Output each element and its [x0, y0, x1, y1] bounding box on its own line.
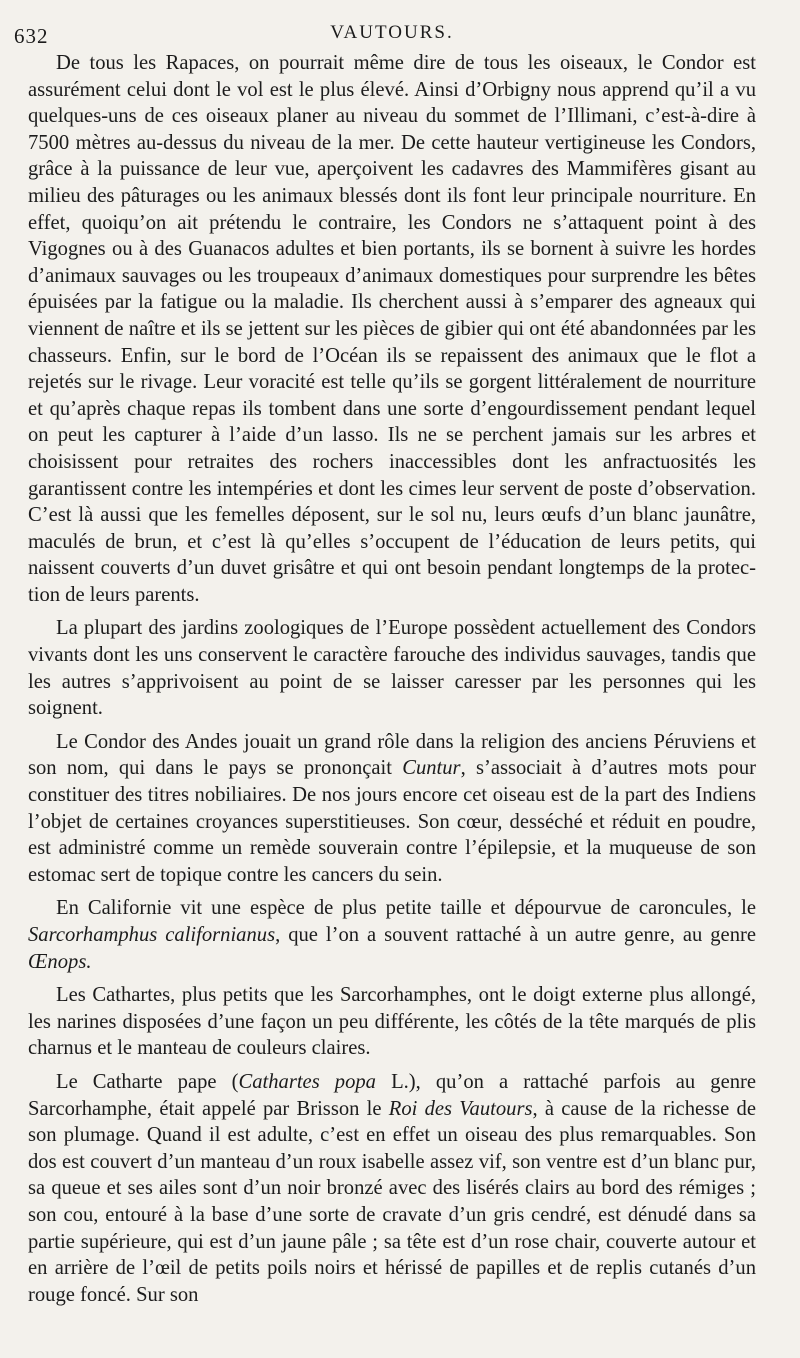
- text-run: Les Cathartes, plus petits que les Sarcorhamphes, ont le doigt externe plus allongé, les narines disposées d’une façon un peu différente, les côtés de la tête marqués de plis charnus et le manteau de couleurs claires.: [28, 984, 756, 1060]
- italic-term: Roi des Vautours: [388, 1097, 533, 1120]
- paragraph: [28, 729, 756, 889]
- paragraph: [28, 895, 756, 975]
- text-run: Le Catharte pape (: [56, 1070, 239, 1093]
- text-run: La plupart des jardins zoologiques de l’Europe possèdent actuellement des Condors vivants dont les uns conservent le caractère farouche des individus sauvages, tandis que les autres s’apprivoisent au point de se laisser caresser par les personnes qui les soignent.: [28, 617, 756, 720]
- text-run: De tous les Rapaces, on pourrait même dire de tous les oiseaux, le Condor est assurément celui dont le vol est le plus élevé. Ainsi d’Orbigny nous apprend qu’il a vu quelques-uns de ces oiseaux planer au niveau du sommet de l’Illimani, c’est-à-dire à 7500 mètres au-dessus du niveau de la mer. De cette hauteur vertigineuse les Condors, grâce à la puissance de leur vue, aperçoivent les cadavres des Mammifères gisant au milieu des pâturages ou les animaux blessés dont ils font leur principale nourriture. En effet, quoiqu’on ait prétendu le contraire, les Condors ne s’attaquent point à des Vigognes ou à des Guanacos adultes et bien portants, ils se bornent à suivre les hordes d’animaux sauvages ou les troupeaux d’animaux domestiques pour surprendre les bêtes épuisées par la fatigue ou la maladie. Ils cherchent aussi à s’emparer des agneaux qui viennent de naître et ils se jettent sur les pièces de gibier qui ont été abandonnées par les chasseurs. Enfin, sur le bord de l’Océan ils se repaissent des animaux que le flot a rejetés sur le rivage. Leur voracité est telle qu’ils se gorgent littéralement de nourriture et qu’après chaque repas ils tombent dans une sorte d’engourdissement pendant lequel on peut les capturer à l’aide d’un lasso. Ils ne se perchent jamais sur les arbres et choisissent pour retraites des rochers inaccessibles dont les anfractuosités les garantissent contre les intempéries et dont les cimes leur servent de poste d’observation. C’est là aussi que les femelles déposent, sur le sol nu, leurs œufs d’un blanc jaunâtre, maculés de brun, et c’est là qu’elles s’occupent de l’éducation de leurs petits, qui naissent couverts d’un duvet grisâtre et qui ont besoin pendant longtemps de la protection de leurs parents.: [28, 52, 756, 606]
- text-run: , que l’on a souvent rattaché à un autre genre, au genre: [275, 924, 756, 946]
- italic-term: Cathartes popa: [238, 1070, 376, 1093]
- text-run: En Californie vit une espèce de plus petite taille et dépourvue de caroncules, le: [56, 897, 756, 920]
- page-header: [14, 10, 756, 50]
- text-run: , à cause de la richesse de son plumage. Quand il est adulte, c’est en effet un oiseau des plus remarquables. Son dos est couvert d’un manteau d’un roux isabelle assez vif, son ventre est d’un blanc pur, sa queue et ses ailes sont d’un noir bronzé avec des lisérés clairs au bord des rémiges ; son cou, entouré à la base d’une sorte de cravate d’un gris cendré, est dénudé dans sa partie supérieure, qui est d’un jaune pâle ; sa tête est d’un rose chair, couverte autour et en arrière de l’œil de petits poils noirs et hérissé de papilles et de replis cutanés d’un rouge foncé. Sur son: [28, 1097, 756, 1306]
- text-run: , s’associait à d’autres mots pour constituer des titres nobiliaires. De nos jours encore cet oiseau est de la part des Indiens l’objet de certaines croyances superstitieuses. Son cœur, desséché et réduit en poudre, est administré comme un remède souverain contre l’épilepsie, et la muqueuse de son estomac sert de topique contre les cancers du sein.: [28, 757, 756, 886]
- italic-term: Sarcorhamphus californianus: [28, 924, 276, 946]
- page-number: 632: [14, 24, 49, 48]
- italic-term: Œnops.: [28, 950, 92, 973]
- italic-term: Cuntur: [402, 757, 461, 780]
- paragraph: [28, 50, 756, 608]
- running-title: VAUTOURS.: [330, 22, 454, 43]
- paragraph: [28, 615, 756, 721]
- text-run: L.), qu’on a rattaché parfois au genre Sarcorhamphe, était appelé par Brisson le: [28, 1070, 757, 1120]
- paragraph: [28, 1069, 756, 1308]
- paragraph: [28, 982, 756, 1062]
- text-run: Le Condor des Andes jouait un grand rôle dans la religion des anciens Péruviens et son nom, qui dans le pays se prononçait: [28, 730, 756, 780]
- body-text: [28, 50, 756, 1308]
